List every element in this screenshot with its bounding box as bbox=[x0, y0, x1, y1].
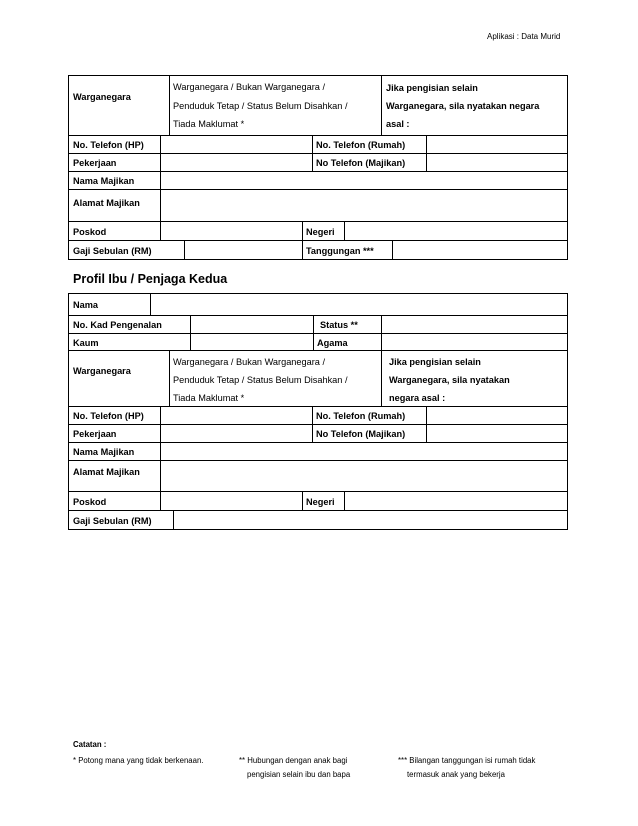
warganegara-option-3[interactable]: Tiada Maklumat * bbox=[173, 119, 245, 129]
section-title: Profil Ibu / Penjaga Kedua bbox=[73, 272, 228, 286]
warganegara-option-2[interactable]: Penduduk Tetap / Status Belum Disahkan / bbox=[173, 375, 348, 385]
jika-note-2: Warganegara, sila nyatakan negara bbox=[386, 101, 540, 111]
app-label: Aplikasi : Data Murid bbox=[487, 32, 561, 41]
guardian1-table bbox=[68, 75, 568, 260]
warganegara-option-3[interactable]: Tiada Maklumat * bbox=[173, 393, 245, 403]
note-1: * Potong mana yang tidak berkenaan. bbox=[73, 756, 204, 765]
gaji-label: Gaji Sebulan (RM) bbox=[73, 246, 152, 256]
status-label: Status ** bbox=[320, 320, 358, 330]
gaji-label: Gaji Sebulan (RM) bbox=[73, 516, 152, 526]
jika-note-2: Warganegara, sila nyatakan bbox=[389, 375, 510, 385]
poskod-label: Poskod bbox=[73, 227, 107, 237]
phone-hp-label: No. Telefon (HP) bbox=[73, 411, 144, 421]
phone-home-label: No. Telefon (Rumah) bbox=[316, 140, 406, 150]
note-3-line-1: *** Bilangan tanggungan isi rumah tidak bbox=[398, 756, 536, 765]
nama-majikan-label: Nama Majikan bbox=[73, 176, 135, 186]
pekerjaan-label: Pekerjaan bbox=[73, 429, 117, 439]
phone-employer-label: No Telefon (Majikan) bbox=[316, 158, 406, 168]
phone-employer-label: No Telefon (Majikan) bbox=[316, 429, 406, 439]
agama-label: Agama bbox=[317, 338, 348, 348]
jika-note-1: Jika pengisian selain bbox=[389, 357, 481, 367]
tanggungan-label: Tanggungan *** bbox=[306, 246, 374, 256]
warganegara-label: Warganegara bbox=[73, 366, 131, 376]
jika-note-3: negara asal : bbox=[389, 393, 446, 403]
phone-home-label: No. Telefon (Rumah) bbox=[316, 411, 406, 421]
alamat-majikan-label: Alamat Majikan bbox=[73, 467, 140, 477]
jika-note-1: Jika pengisian selain bbox=[386, 83, 478, 93]
negeri-label: Negeri bbox=[306, 497, 335, 507]
warganegara-label: Warganegara bbox=[73, 92, 131, 102]
guardian2-table bbox=[68, 293, 568, 530]
nama-label: Nama bbox=[73, 300, 99, 310]
jika-note-3: asal : bbox=[386, 119, 410, 129]
kaum-label: Kaum bbox=[73, 338, 99, 348]
negeri-label: Negeri bbox=[306, 227, 335, 237]
warganegara-option-2[interactable]: Penduduk Tetap / Status Belum Disahkan / bbox=[173, 101, 348, 111]
phone-hp-label: No. Telefon (HP) bbox=[73, 140, 144, 150]
kad-label: No. Kad Pengenalan bbox=[73, 320, 162, 330]
pekerjaan-label: Pekerjaan bbox=[73, 158, 117, 168]
alamat-majikan-label: Alamat Majikan bbox=[73, 198, 140, 208]
nama-majikan-label: Nama Majikan bbox=[73, 447, 135, 457]
warganegara-option-1[interactable]: Warganegara / Bukan Warganegara / bbox=[173, 357, 326, 367]
note-3-line-2: termasuk anak yang bekerja bbox=[407, 770, 505, 779]
note-2-line-1: ** Hubungan dengan anak bagi bbox=[239, 756, 348, 765]
warganegara-option-1[interactable]: Warganegara / Bukan Warganegara / bbox=[173, 82, 326, 92]
poskod-label: Poskod bbox=[73, 497, 107, 507]
notes-title: Catatan : bbox=[73, 740, 107, 749]
note-2-line-2: pengisian selain ibu dan bapa bbox=[247, 770, 351, 779]
